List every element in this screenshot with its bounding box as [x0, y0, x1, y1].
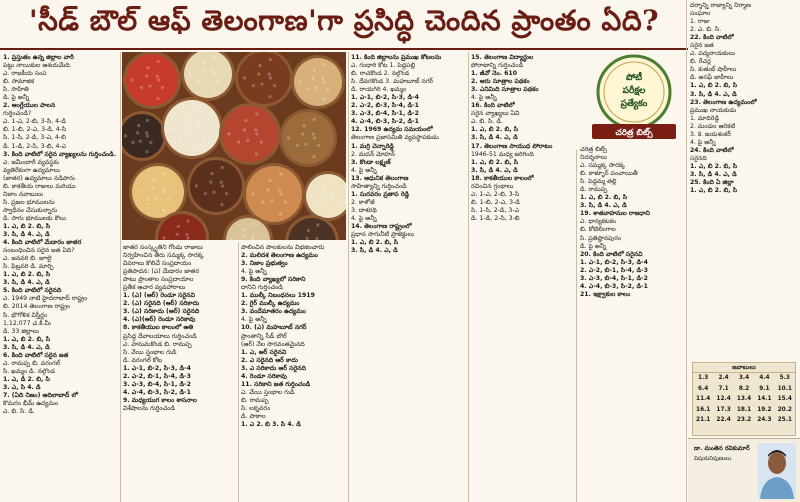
question-line: తెలంగాణ ప్రజాసమితి వ్యవస్థాపకుడు	[351, 134, 439, 142]
question-line: 3. సి, డి 4. ఎ, డి	[471, 166, 518, 174]
question-line: పోరాటాన్ని గుర్తించండి	[471, 62, 524, 70]
question-line: సరైనది	[690, 154, 707, 162]
question-line: 3. సి, డి 4. ఎ, డి	[471, 134, 518, 142]
question-line: పాటు ప్రాంతాల సంప్రదాయాల	[123, 276, 194, 284]
question-line: డి. అసఫ్ జాహీలు	[690, 74, 734, 82]
question-line: 1. మర్రి చెన్నారెడ్డి	[351, 142, 394, 150]
question-line: 1. ఎ, బి 2. బి, సి	[3, 335, 51, 343]
question-line: 3. సి, డి 4. ఎ, డి	[3, 231, 50, 239]
question-line: 4. రెండూ సరికావు	[241, 372, 287, 380]
question-line: ఎ. 1949 నాటి హైదరాబాద్ రాష్ట్రం	[3, 295, 88, 303]
question-line: ఎ. రాజకీయ సంప	[3, 70, 47, 78]
question-line: 25. కింది ఏ జిల్లా	[690, 179, 734, 187]
question-line: 1946-51 మధ్య జరిగింది	[471, 150, 534, 158]
question-line: 1. (ఎ) (ఆర్) రెండూ సరైనవి	[123, 292, 195, 300]
question-line: 2. ఎ-2, బి-3, సి-4, డి-1	[351, 102, 419, 110]
question-line: ఎ. 1-ఎ, 2-బి, 3-సి	[471, 190, 520, 198]
question-line: సరైన వ్యాఖ్యలు ఏవి	[471, 110, 520, 118]
question-line: స్వాధీనం చేసుకున్నారు	[3, 206, 58, 214]
question-line: ఎ. సమ్మక్క సారక్క	[580, 162, 626, 170]
answer-key-cell: 23.2	[736, 417, 752, 423]
question-line: 1. ఎ-1, బి-2, సి-3, డి-4	[351, 94, 419, 102]
answer-key-cell: 12.4	[716, 396, 731, 402]
question-line: డి. సాగు భూములకు కౌలు	[3, 214, 66, 222]
question-line: 2. ఎ-2, బి-1, సి-4, డి-3	[580, 266, 648, 274]
question-line: బి. 1-బి, 2-ఎ, 3-డి	[471, 198, 520, 206]
question-line: 19. శాతవాహనుల రాజధాని	[580, 210, 650, 218]
question-line: 3. నిజాం ప్రభుత్వం	[241, 260, 288, 268]
question-line: 4. పై అన్నీ	[690, 138, 716, 146]
question-line: 3. సి, డి 4. ఎ, డి	[580, 202, 627, 210]
question-line: వ్యతిరేకంగా ఉద్యమాలు	[3, 166, 60, 174]
question-line: ఎ. పద్మనాయకులు	[690, 50, 735, 58]
question-line: ఎ. ధాన్యకటకం	[580, 218, 617, 226]
question-line: 1. ఎ-1, బి-2, సి-3, డి-4	[580, 258, 648, 266]
question-line: 17. తెలంగాణ సాయుధ పోరాటం	[471, 142, 553, 150]
answer-key-cell: 4.4	[759, 375, 770, 381]
question-line: 15. తెలంగాణ విద్యార్థుల	[471, 54, 534, 61]
question-line: డి. పై అన్నీ	[580, 242, 607, 250]
question-line: ఎ. వేయి స్తంభాల గుడి	[241, 388, 295, 396]
answer-key-cell: 7.1	[718, 385, 729, 392]
question-column-3	[241, 244, 346, 500]
answer-key-cell: 14.1	[757, 396, 772, 402]
answer-key-cell: 25.1	[777, 417, 792, 423]
answer-key-cell: 9.1	[759, 385, 770, 392]
question-line: పట్టు నాయికుల ఆశయమేది.	[3, 62, 72, 70]
question-line: 3. సి, డి 4. ఎ, డి	[690, 170, 737, 178]
answer-key-cell: 18.1	[736, 406, 752, 413]
svg-text:ప్రత్యేకం: ప్రత్యేకం	[620, 99, 648, 109]
question-line: 3. కె. జయశంకర్	[690, 130, 731, 138]
question-line: ఎ. బి. సి. డి.	[471, 118, 503, 126]
question-line: 2. ఎ. బి. సి.	[690, 26, 722, 34]
question-line: ఎ. రామప్ప బి. వరంగల్	[3, 359, 60, 367]
headline-bar	[0, 0, 688, 50]
question-line: గుర్తించండి?	[3, 110, 32, 118]
question-line: సి. లక్నవరం	[241, 404, 271, 412]
question-line: 4. పై అన్నీ	[241, 268, 267, 276]
question-line: 1. ముల్కీ నిబంధనలు 1919	[241, 292, 315, 300]
answer-key-cell: 8.2	[738, 385, 750, 392]
question-line: 23. తెలంగాణ ఉద్యమంలో	[690, 98, 757, 106]
question-line: 11. కింది జిల్లాలను ప్రముఖ కోటలను	[351, 54, 442, 61]
question-line: 3. వందేమాతరం ఉద్యమం	[241, 308, 306, 316]
question-line: 1. ఎ, బి 2. బి, సి	[471, 158, 519, 166]
question-line: 3. (ఎ) సరికాదు (ఆర్) సరైనది	[123, 308, 200, 316]
question-line: 1. ఎ, బి 2. బి, సి	[471, 126, 519, 134]
author-photo	[758, 443, 796, 499]
question-line: 4. పై అన్నీ	[241, 316, 267, 324]
question-line: సి. ప్రజల భూములను	[3, 198, 55, 206]
question-line: 7. (ఏది నిజం) ఆదిలాబాద్ లో	[3, 391, 78, 399]
answer-key-cell: 6.4	[698, 385, 709, 392]
question-line: 18. కాకతీయుల కాలంలో	[471, 174, 534, 182]
question-line: 3. ఎ-3, బి-4, సి-1, డి-2	[351, 110, 419, 118]
answer-key-cell: 15.4	[777, 396, 792, 402]
question-line: 24. కింది వాటిలో	[690, 146, 734, 154]
question-line: 9. కింది వ్యాఖ్యలో సరికాని	[241, 276, 306, 284]
question-line: సి. భౌగోళిక విస్తీర్ణం	[3, 311, 48, 319]
question-line: 16. కింది వాటిలో	[471, 102, 515, 110]
question-line: (ఆర్) నేల సారవంతమైనది	[241, 340, 305, 348]
question-line: పాలించిన పాలకులను విభజించారు	[241, 244, 325, 251]
question-line: బి. కాకతీయ రాజులు మరియు	[3, 182, 76, 190]
question-line: 1. ఎ 2. బి 3. సి 4. డి	[241, 421, 301, 429]
question-line: 1. ఎ, బి 2. బి, సి	[690, 187, 738, 195]
question-line: 1. ఎ-1, బి-2, సి-3, డి-4	[123, 364, 191, 372]
answer-key-cell: 11.4	[696, 396, 711, 402]
question-line: 1. జీవో నెం. 610	[471, 70, 518, 78]
question-line: 22. కింది వాటిలో	[690, 34, 734, 42]
question-line: 1. రాజు	[690, 18, 710, 26]
question-line: 4. (ఎ)(ఆర్) రెండూ సరికావు	[123, 316, 196, 324]
answer-key-cell: 19.2	[757, 406, 772, 413]
question-line: ఎ. గంధారి కోట 1. పెద్దపల్లి	[351, 62, 416, 70]
question-line: 4. పై అన్నీ	[351, 166, 377, 174]
question-line: 4. ఎ-4, బి-3, సి-2, డి-1	[580, 282, 648, 290]
question-line: బి. కోటిలింగాల	[580, 226, 616, 234]
question-line: 3. కింది వాటిలో సరైన వ్యాఖ్యలను గుర్తించండి.	[3, 150, 117, 158]
question-line: 2. కాళోజీ	[351, 198, 375, 206]
author-role: విషయనిపుణులు	[694, 456, 732, 462]
question-line: సి. కుతుబ్ షాహీలు	[690, 66, 737, 74]
question-line: 3. సి, డి 4. ఎ, డి	[351, 247, 398, 255]
question-line: 3. సి, డి 4. ఎ, డి	[3, 343, 50, 351]
question-line: 4. పై అన్నీ	[471, 94, 497, 102]
question-line: 3. ఎ సరికాదు ఆర్ సరైనది	[241, 364, 306, 372]
question-line: 2. గైర్ ముల్కీ ఉద్యమం	[241, 300, 300, 308]
question-column-4	[351, 54, 466, 500]
answer-key-cell: 13.4	[736, 396, 752, 402]
question-line: సంఘాల	[690, 10, 711, 18]
question-line: (జాతర) ఉద్యమాలు నడిపారు	[3, 174, 75, 182]
question-line: చరిత్ర బిట్స్	[580, 146, 607, 153]
question-line: నిర్వహించిన తీరు సమ్మక్క సారక్క	[123, 252, 204, 260]
question-line: విశేషాలను గుర్తించండి	[123, 404, 175, 412]
svg-text:చరిత్ర బిట్స్: చరిత్ర బిట్స్	[615, 128, 653, 138]
question-line: నిదర్శనాలు	[580, 154, 607, 162]
question-line: 3. ఎనిమిది సూత్రాల పథకం	[471, 86, 539, 94]
question-line: బి. సామాజిక	[3, 78, 35, 86]
question-line: 1. ఎ, ఆర్ సరైనవి	[241, 348, 287, 356]
question-line: ఎ. బి. సి. డి.	[3, 408, 35, 416]
question-line: రచించిన గ్రంథాలు	[471, 182, 514, 190]
question-line: ప్రాంతాన్ని సీడ్ బౌల్	[241, 332, 287, 340]
question-line: ప్రసిద్ధ దేవాలయాలు గుర్తించండి	[123, 332, 197, 340]
answer-key-title: జవాబులు	[693, 363, 795, 373]
question-line: 2. ఎ సరైనది ఆర్ కాదు	[241, 356, 298, 364]
question-line: 1. ఎ, బి 2. బి, సి	[3, 222, 51, 230]
answer-key-cell: 20.2	[777, 406, 792, 413]
question-line: 1. ఎ, బి 2. బి, సి	[690, 82, 738, 90]
question-line: నిజాం నవాబులు	[3, 190, 43, 198]
answer-key-cell: 10.1	[777, 385, 792, 392]
question-line: సాహిత్యాన్ని గుర్తించండి	[351, 182, 407, 190]
question-line: ప్రధాన సాగునీటి ప్రాజెక్టులు	[351, 231, 414, 239]
question-line: జాతర సంస్కృతిని గోండు రాజులు	[123, 244, 203, 251]
question-line: 9. మధ్యయుగ కాలం శాసనాల	[123, 396, 197, 404]
question-line: 3. సి, డి 4. ఎ, డి	[3, 279, 50, 287]
question-line: ప్రతీక ఆచార వ్యవహారాలు	[123, 284, 186, 292]
question-line: 3. కొండా లక్ష్మణ్	[351, 158, 391, 166]
answer-key-cell: 22.4	[716, 417, 731, 423]
question-line: బి. రేచర్ల	[690, 58, 711, 66]
question-line: 12. 1969 ఉద్యమ సమయంలో	[351, 126, 433, 134]
question-line: 6. కింది వాటిలో సరైన జత	[3, 351, 69, 359]
question-line: డి. పాకాల	[241, 412, 266, 420]
answer-key-cell: 2.4	[718, 375, 729, 381]
question-line: ప్రతిపాదన: (ఎ) మేడారం జాతర	[123, 268, 200, 276]
question-column-6	[580, 146, 684, 500]
question-line: 4. ఎ-4, బి-3, సి-2, డి-1	[351, 118, 419, 126]
answer-key-cell: 1.3	[698, 375, 709, 381]
question-line: సరైన జత	[690, 42, 714, 50]
question-line: 1. ఎ, బి 2. బి, సి	[3, 271, 51, 279]
question-line: సి. ఖమ్మం డి. నల్గొండ	[3, 367, 56, 375]
answer-key-cell: 24.3	[757, 417, 772, 423]
question-line: డి. 1-డి, 2-సి, 3-బి, 4-ఎ	[3, 142, 67, 150]
question-line: బి. రామప్ప	[241, 396, 269, 404]
question-line: సి. ప్రతిష్ఠానపురం	[580, 234, 622, 242]
question-line: దర్శాన్ని రాజ్యాన్ని నిర్మాణ	[690, 2, 751, 9]
question-line: 3. ఎ-3, బి-4, సి-1, డి-2	[123, 380, 191, 388]
question-line: సి. పెద్దమ్మ తల్లి	[580, 178, 617, 186]
question-line: సి. ఫిబ్రవరి డి. మార్చి	[3, 263, 54, 271]
question-line: 1. ఎ, బి 2. బి, సి	[580, 194, 628, 202]
question-line: 2. మండల ఆరెకటి	[690, 122, 736, 130]
author-name: డా. మంతెన రవికుమార్	[694, 445, 750, 452]
question-line: 11. సరికాని జత గుర్తించండి	[241, 380, 311, 388]
question-line: సి. 1-సి, 2-డి, 3-ఎ, 4-బి	[3, 134, 66, 142]
seed-bowls-photo	[122, 52, 346, 240]
question-line: బి. కాళ్ళూర్ పంచాయితీ	[580, 170, 638, 178]
question-line: సి. సాహితి	[3, 86, 29, 94]
question-line: 1. ఎ, డి 2. బి, సి	[3, 375, 50, 383]
answer-key-cell: 16.1	[696, 406, 711, 413]
question-line: డి. రామప్ప	[580, 186, 608, 194]
question-line: 2. (ఎ) సరైనది (ఆర్) సరికాదు	[123, 300, 200, 308]
question-line: డి. వరంగల్ కోట	[123, 356, 163, 364]
question-line: 10. (ఎ) మహబూబ్ నగర్	[241, 324, 307, 332]
question-line: 1. సురవరం ప్రతాప రెడ్డి	[351, 190, 410, 198]
question-line: 2. ఆరు సూత్రాల పథకం	[471, 78, 530, 86]
question-line: 1. ఎ, బి 2. బి, సి	[690, 162, 738, 170]
question-line: 13. ఆధునిక తెలంగాణ	[351, 174, 409, 182]
question-line: 2. ఎ-2, బి-1, సి-4, డి-3	[123, 372, 191, 380]
question-column-7	[690, 2, 798, 360]
question-line: వివరాలు కొలిచే సంప్రదాయం	[123, 260, 192, 268]
question-line: బి. 1-బి, 2-ఎ, 3-డి, 4-సి	[3, 126, 67, 134]
question-line: బి. రాచకొండ 2. నల్గొండ	[351, 70, 410, 78]
answer-key-cell: 3.4	[738, 375, 750, 381]
question-line: డి. 1-డి, 2-సి, 3-బి	[471, 214, 520, 222]
question-line: బి. 2014 తెలంగాణ రాష్ట్రం	[3, 303, 71, 311]
question-line: డి. రాయగిరి 4. ఖమ్మం	[351, 86, 407, 94]
question-line: 3. సి, డి 4. ఎ, డి	[690, 90, 737, 98]
question-line: 2. మదన్ మోహన్	[351, 150, 395, 158]
headline: 'సీడ్ బౌల్ ఆఫ్ తెలంగాణ'గా ప్రసిద్ధి చెందిన ప్రాంతం ఏది?	[29, 4, 659, 37]
question-line: ఎ. 1-ఎ, 2-బి, 3-సి, 4-డి	[3, 118, 66, 126]
question-line: 1. ప్రస్తుతం ఉన్న జిల్లాల వారీ	[3, 54, 74, 61]
answer-key-cell: 17.3	[716, 406, 731, 413]
question-line: కొమరం భీమ్ ఉద్యమం	[3, 400, 59, 408]
answer-key-box	[692, 362, 796, 436]
answer-key-cell: 5.3	[779, 375, 790, 381]
exam-special-badge	[588, 52, 680, 142]
question-line: ఎ. హనుమకొండ బి. రామప్ప	[123, 340, 192, 348]
question-line: దానిని గుర్తించండి	[241, 284, 283, 292]
question-line: సి. 1-సి, 2-డి, 3-ఎ	[471, 206, 519, 214]
question-line: డి. పై అన్నీ	[3, 94, 30, 102]
question-line: సి. వేయి స్తంభాల గుడి	[123, 348, 177, 356]
question-column-1	[3, 54, 118, 500]
question-line: 3. దాశరథి	[351, 206, 377, 214]
question-line: సి. దేవరకొండ 3. మహబూబ్ నగర్	[351, 78, 434, 86]
question-line: 5. కింది వాటిలో సరైనది	[3, 287, 62, 295]
question-line: 4. ఎ-4, బి-3, సి-2, డి-1	[123, 388, 191, 396]
question-line: 2. మలిదశ తెలంగాణ ఉద్యమం	[241, 252, 318, 260]
question-column-5	[471, 54, 585, 500]
question-line: 2. ఆంగ్లేయుల పాలన	[3, 102, 56, 110]
question-column-2	[123, 244, 236, 500]
question-line: 21. ఇక్ష్వాకుల కాలం	[580, 290, 631, 298]
question-line: ప్రముఖ నాయకుడు	[690, 106, 737, 114]
question-line: ఎ. జమీందారీ వ్యవస్థకు	[3, 158, 59, 166]
author-signature	[688, 438, 800, 502]
question-line: 4. పై అన్నీ	[351, 214, 377, 222]
question-line: 1. మాదిరెడ్డి	[690, 114, 720, 122]
question-line: డి. 33 జిల్లాలు	[3, 327, 39, 335]
svg-text:పరీక్షల: పరీక్షల	[622, 86, 646, 96]
question-line: 3. ఎ-3, బి-4, సి-1, డి-2	[580, 274, 648, 282]
question-line: ఎ. జనవరి బి. జూలై	[3, 255, 52, 263]
svg-text:పోటీ: పోటీ	[625, 73, 643, 83]
question-line: 1,12,077 చ.కి.మీ	[3, 319, 51, 327]
question-line: 20. కింది వాటిలో సరైనవి	[580, 250, 643, 258]
answer-key-cell: 21.1	[696, 417, 711, 423]
question-line: 14. తెలంగాణ రాష్ట్రంలో	[351, 222, 412, 230]
question-line: 1. ఎ, బి 2. బి, సి	[351, 239, 399, 247]
question-line: 3. ఎ, సి 4. డి	[3, 383, 41, 391]
question-line: 8. కాకతీయుల కాలంలో అతి	[123, 324, 194, 332]
question-line: 4. కింది వాటిలో మేడారం జాతర	[3, 239, 82, 247]
question-line: సంబంధించిన సరైన జత ఏది?	[3, 247, 75, 255]
